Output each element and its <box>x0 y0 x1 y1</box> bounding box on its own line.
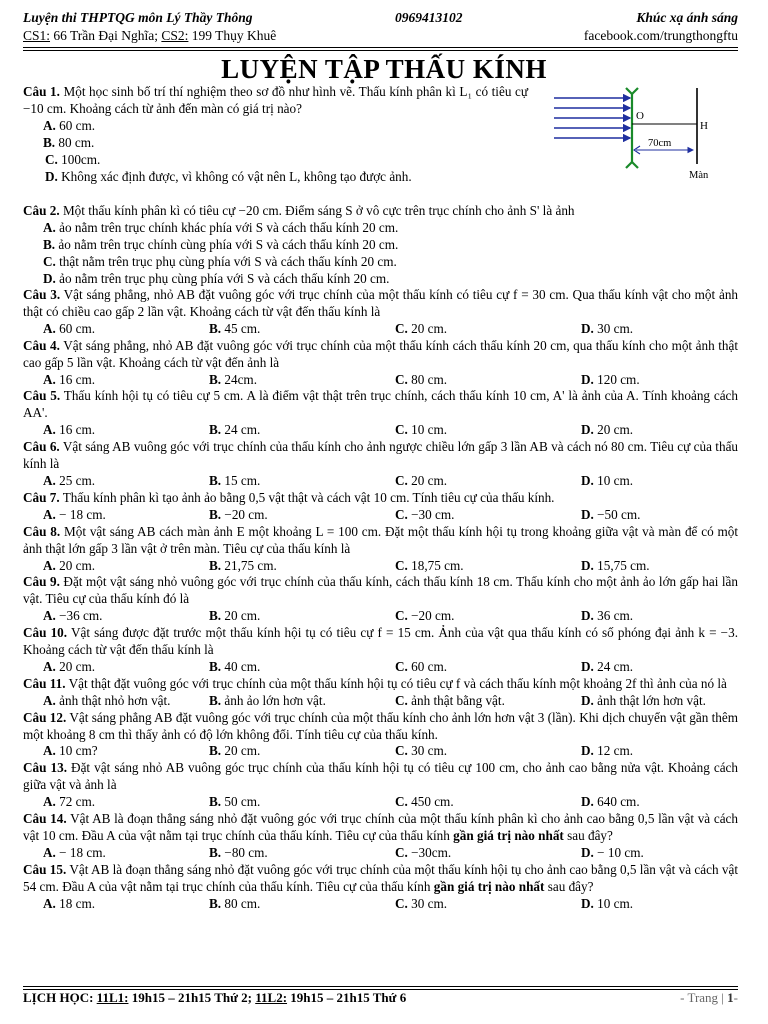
label-distance: 70cm <box>648 138 672 149</box>
header-divider-2 <box>23 50 738 51</box>
header-divider <box>23 47 738 48</box>
question-text: Câu 11. Vật thật đặt vuông góc với trục chính của một thấu kính hội tụ có tiêu cự f và cách thấu kính một khoảng 2f thì ảnh của nó là <box>23 675 727 691</box>
option-b: B. 20 cm. <box>209 743 261 759</box>
question-6 <box>23 439 738 490</box>
question-text: Câu 15. Vật AB là đoạn thẳng sáng nhỏ đặt vuông góc với trục chính của một thấu kính hội tụ cho ảnh cao bằng 0,5 lần vật và cách vật 54 cm. Đầu A của vật nằm tại trục chính của thấu kính. Tiêu cự của thấu kính gần giá trị nào nhất sau đây? <box>23 861 738 894</box>
page-header <box>23 10 738 46</box>
question-15 <box>23 862 738 913</box>
question-number: Câu 12. <box>23 709 67 725</box>
options-row <box>23 845 738 862</box>
option-d: D. 120 cm. <box>581 371 640 387</box>
option-b: B. 50 cm. <box>209 794 261 810</box>
option-d: D. 20 cm. <box>581 422 634 438</box>
option-a: A. −36 cm. <box>43 608 103 624</box>
cs2-address: 199 Thụy Khuê <box>188 28 277 43</box>
question-13 <box>23 760 738 811</box>
cs1-address: 66 Trần Đại Nghĩa; <box>50 28 162 43</box>
question-text: Câu 1. Một học sinh bố trí thí nghiệm theo sơ đồ như hình vẽ. Thấu kính phân kì L₁ có tiêu cự −10 cm. Khoảng cách từ ảnh đến màn có giá trị nào? <box>23 84 528 116</box>
option-c: C. thật nằm trên trục phụ cùng phía với S và cách thấu kính 20 cm. <box>43 253 397 269</box>
option-d: D. Không xác định được, vì không có vật nên L, không tạo được ảnh. <box>45 168 412 184</box>
question-10 <box>23 625 738 676</box>
label-o: O <box>636 110 644 122</box>
option-c: C. 450 cm. <box>395 794 454 810</box>
question-number: Câu 2. <box>23 203 60 218</box>
options-row <box>23 743 738 760</box>
option-c: C. ảnh thật bằng vật. <box>395 692 505 708</box>
question-number: Câu 5. <box>23 388 61 404</box>
option-a: A. 72 cm. <box>43 794 96 810</box>
options-row <box>23 372 738 389</box>
question-8 <box>23 524 738 575</box>
cs2-label: CS2: <box>161 28 189 43</box>
option-a: A. − 18 cm. <box>43 506 106 522</box>
question-text: Câu 3. Vật sáng phẳng, nhỏ AB đặt vuông góc với trục chính của một thấu kính có tiêu cự f = 30 cm. Qua thấu kính vật cho một ảnh thật có chiều cao gấp 2 lần vật. Khoảng cách từ vật đến thấu kính là <box>23 287 739 319</box>
option-d: D. 10 cm. <box>581 895 634 911</box>
option-a: A. ảnh thật nhỏ hơn vật. <box>43 692 171 708</box>
options-row <box>23 693 738 710</box>
option-a: A. 18 cm. <box>43 895 96 911</box>
course-title: Luyện thi THPTQG môn Lý Thầy Thông <box>23 10 253 25</box>
option-c: C. 18,75 cm. <box>395 557 464 573</box>
phone-number: 0969413102 <box>395 10 463 25</box>
option-b: B. 40 cm. <box>209 658 261 674</box>
option-c: C. 30 cm. <box>395 895 448 911</box>
option-d: D. −50 cm. <box>581 506 641 522</box>
option-c: C. 80 cm. <box>395 371 448 387</box>
cs1-label: CS1: <box>23 28 51 43</box>
question-text: Câu 7. Thấu kính phân kì tạo ảnh ảo bằng 0,5 vật thật và cách vật 10 cm. Tính tiêu cự của thấu kính. <box>23 489 555 505</box>
option-c: C. 100cm. <box>45 151 101 167</box>
option-d: D. ảo nằm trên trục phụ cùng phía với S và cách thấu kính 20 cm. <box>43 270 390 286</box>
option-b: B. 20 cm. <box>209 608 261 624</box>
page-number: - Trang | 1- <box>680 990 738 1005</box>
option-a: A. 16 cm. <box>43 422 96 438</box>
question-number: Câu 11. <box>23 675 66 691</box>
option-d: D. ảnh thật lớn hơn vật. <box>581 692 706 708</box>
option-b: B. 24cm. <box>209 371 257 387</box>
option-d: D. − 10 cm. <box>581 844 644 860</box>
options-row <box>23 321 738 338</box>
options-row <box>23 608 738 625</box>
option-b: B. −80 cm. <box>209 844 268 860</box>
option-d: D. 10 cm. <box>581 472 634 488</box>
label-screen: Màn <box>689 170 709 181</box>
page-footer <box>23 990 738 1006</box>
question-number: Câu 1. <box>23 84 60 99</box>
option-a: A. 20 cm. <box>43 658 96 674</box>
campus-addresses <box>23 28 276 44</box>
option-c: C. −20 cm. <box>395 608 455 624</box>
option-a: A. 60 cm. <box>43 320 96 336</box>
options-row <box>23 659 738 676</box>
option-b: B. 15 cm. <box>209 472 261 488</box>
options-row <box>23 507 738 524</box>
question-text: Câu 12. Vật sáng phẳng AB đặt vuông góc với trục chính của một thấu kính cho ảnh lớn hơn vật 3 (lần). Khi dịch chuyển vật gần thêm một khoảng 8 cm thì thấy ảnh có độ lớn không đổi. Tính tiêu cự của thấu kính. <box>23 709 739 742</box>
question-number: Câu 13. <box>23 760 67 776</box>
question-number: Câu 15. <box>23 861 67 877</box>
question-2 <box>23 203 738 288</box>
footer-divider <box>23 986 738 987</box>
option-d: D. 640 cm. <box>581 794 640 810</box>
question-text: Câu 2. Một thấu kính phân kì có tiêu cự −20 cm. Điểm sáng S ở vô cực trên trục chính cho ảnh S' là ảnh <box>23 203 575 218</box>
option-d: D. 30 cm. <box>581 320 634 336</box>
question-text: Câu 9. Đặt một vật sáng nhỏ vuông góc với trục chính của thấu kính, cách thấu kính 18 cm. Thấu kính cho một ảnh ảo lớn gấp hai lần vật. Tiêu cự của thấu kính đó là <box>23 574 739 607</box>
question-12 <box>23 710 738 761</box>
question-text: Câu 8. Một vật sáng AB cách màn ảnh E một khoảng L = 100 cm. Đặt một thấu kính hội tụ trong khoảng giữa vật và màn để có một ảnh thật lớn gấp 3 lần vật ở trên màn. Tiêu cự của thấu kính là <box>23 523 739 556</box>
option-a: A. 10 cm? <box>43 743 98 759</box>
options-row <box>23 473 738 490</box>
question-number: Câu 7. <box>23 489 60 505</box>
question-text: Câu 4. Vật sáng phẳng, nhỏ AB đặt vuông góc với trục chính của một thấu kính cách thấu kính 20 cm, qua thấu kính cho một ảnh thật cao gấp 5 lần vật. Khoảng cách từ vật đến ảnh là <box>23 337 739 370</box>
option-b: B. 21,75 cm. <box>209 557 277 573</box>
options-row <box>23 896 738 913</box>
option-c: C. 20 cm. <box>395 472 448 488</box>
option-a: A. 60 cm. <box>43 117 96 133</box>
question-9 <box>23 574 738 625</box>
question-14 <box>23 811 738 862</box>
question-text: Câu 6. Vật sáng AB vuông góc với trục chính của thấu kính cho ảnh ngược chiều lớn gấp 3 lần AB và cách nó 80 cm. Tiêu cự của thấu kính là <box>23 439 739 472</box>
incident-rays <box>554 98 630 138</box>
option-d: D. 15,75 cm. <box>581 557 650 573</box>
option-a: A. 25 cm. <box>43 472 96 488</box>
question-number: Câu 9. <box>23 574 60 590</box>
option-a: A. 20 cm. <box>43 557 96 573</box>
question-4 <box>23 338 738 389</box>
option-b: B. ảnh ảo lớn hơn vật. <box>209 692 326 708</box>
options-row <box>23 422 738 439</box>
question-number: Câu 4. <box>23 337 60 353</box>
schedule: LỊCH HỌC: 11L1: 19h15 – 21h15 Thứ 2; 11L2: 19h15 – 21h15 Thứ 6 <box>23 990 407 1005</box>
page-title: LUYỆN TẬP THẤU KÍNH <box>221 54 547 84</box>
option-c: C. 30 cm. <box>395 743 448 759</box>
option-c: C. 60 cm. <box>395 658 448 674</box>
option-b: B. 24 cm. <box>209 422 261 438</box>
option-a: A. 16 cm. <box>43 371 96 387</box>
option-d: D. 12 cm. <box>581 743 634 759</box>
option-b: B. 80 cm. <box>209 895 261 911</box>
question-number: Câu 10. <box>23 625 68 641</box>
question-1 <box>23 84 528 185</box>
question-11 <box>23 676 738 710</box>
question-text: Câu 10. Vật sáng được đặt trước một thấu kính hội tụ có tiêu cự f = 15 cm. Ảnh của vật qua thấu kính có số phóng đại ảnh k = −3. Khoảng cách từ vật đến thấu kính là <box>23 625 738 658</box>
question-number: Câu 8. <box>23 523 61 539</box>
options-row <box>23 558 738 575</box>
question-3 <box>23 287 738 338</box>
label-h: H <box>700 120 708 132</box>
option-c: C. 20 cm. <box>395 320 448 336</box>
option-c: C. −30cm. <box>395 844 452 860</box>
option-c: C. 10 cm. <box>395 422 448 438</box>
topic-title: Khúc xạ ánh sáng <box>636 10 738 25</box>
option-b: B. ảo nằm trên trục chính cùng phía với S và cách thấu kính 20 cm. <box>43 236 399 252</box>
question-number: Câu 3. <box>23 287 61 302</box>
question-text: Câu 14. Vật AB là đoạn thẳng sáng nhỏ đặt vuông góc với trục chính của một thấu kính phân kì cho ảnh cao bằng 0,5 lần vật và cách vật 10 cm. Đầu A của vật nằm tại trục chính của thấu kính. Tiêu cự của thấu kính gần giá trị nào nhất sau đây? <box>23 811 738 843</box>
option-a: A. − 18 cm. <box>43 844 106 860</box>
question-number: Câu 14. <box>23 811 67 827</box>
question-7 <box>23 490 738 524</box>
option-b: B. 45 cm. <box>209 320 261 336</box>
question-text: Câu 13. Đặt vật sáng nhỏ AB vuông góc trục chính của thấu kính hội tụ có tiêu cự 100 cm, cho ảnh cao bằng nửa vật. Khoảng cách giữa vật và ảnh là <box>23 760 738 793</box>
question-5 <box>23 388 738 439</box>
question-list <box>23 287 738 913</box>
lens-experiment-diagram <box>552 86 732 186</box>
question-text: Câu 5. Thấu kính hội tụ có tiêu cự 5 cm. A là điểm vật thật trên trục chính, cách thấu kính 10 cm, A' là ảnh của A. Tính khoảng cách AA'. <box>23 388 738 421</box>
facebook-link[interactable]: facebook.com/trungthongftu <box>583 28 738 43</box>
option-d: D. 24 cm. <box>581 658 634 674</box>
option-a: A. ảo nằm trên trục chính khác phía với S và cách thấu kính 20 cm. <box>43 219 399 235</box>
question-number: Câu 6. <box>23 439 60 455</box>
option-b: B. 80 cm. <box>43 134 95 150</box>
option-c: C. −30 cm. <box>395 506 455 522</box>
option-d: D. 36 cm. <box>581 608 634 624</box>
option-b: B. −20 cm. <box>209 506 268 522</box>
options-row <box>23 794 738 811</box>
